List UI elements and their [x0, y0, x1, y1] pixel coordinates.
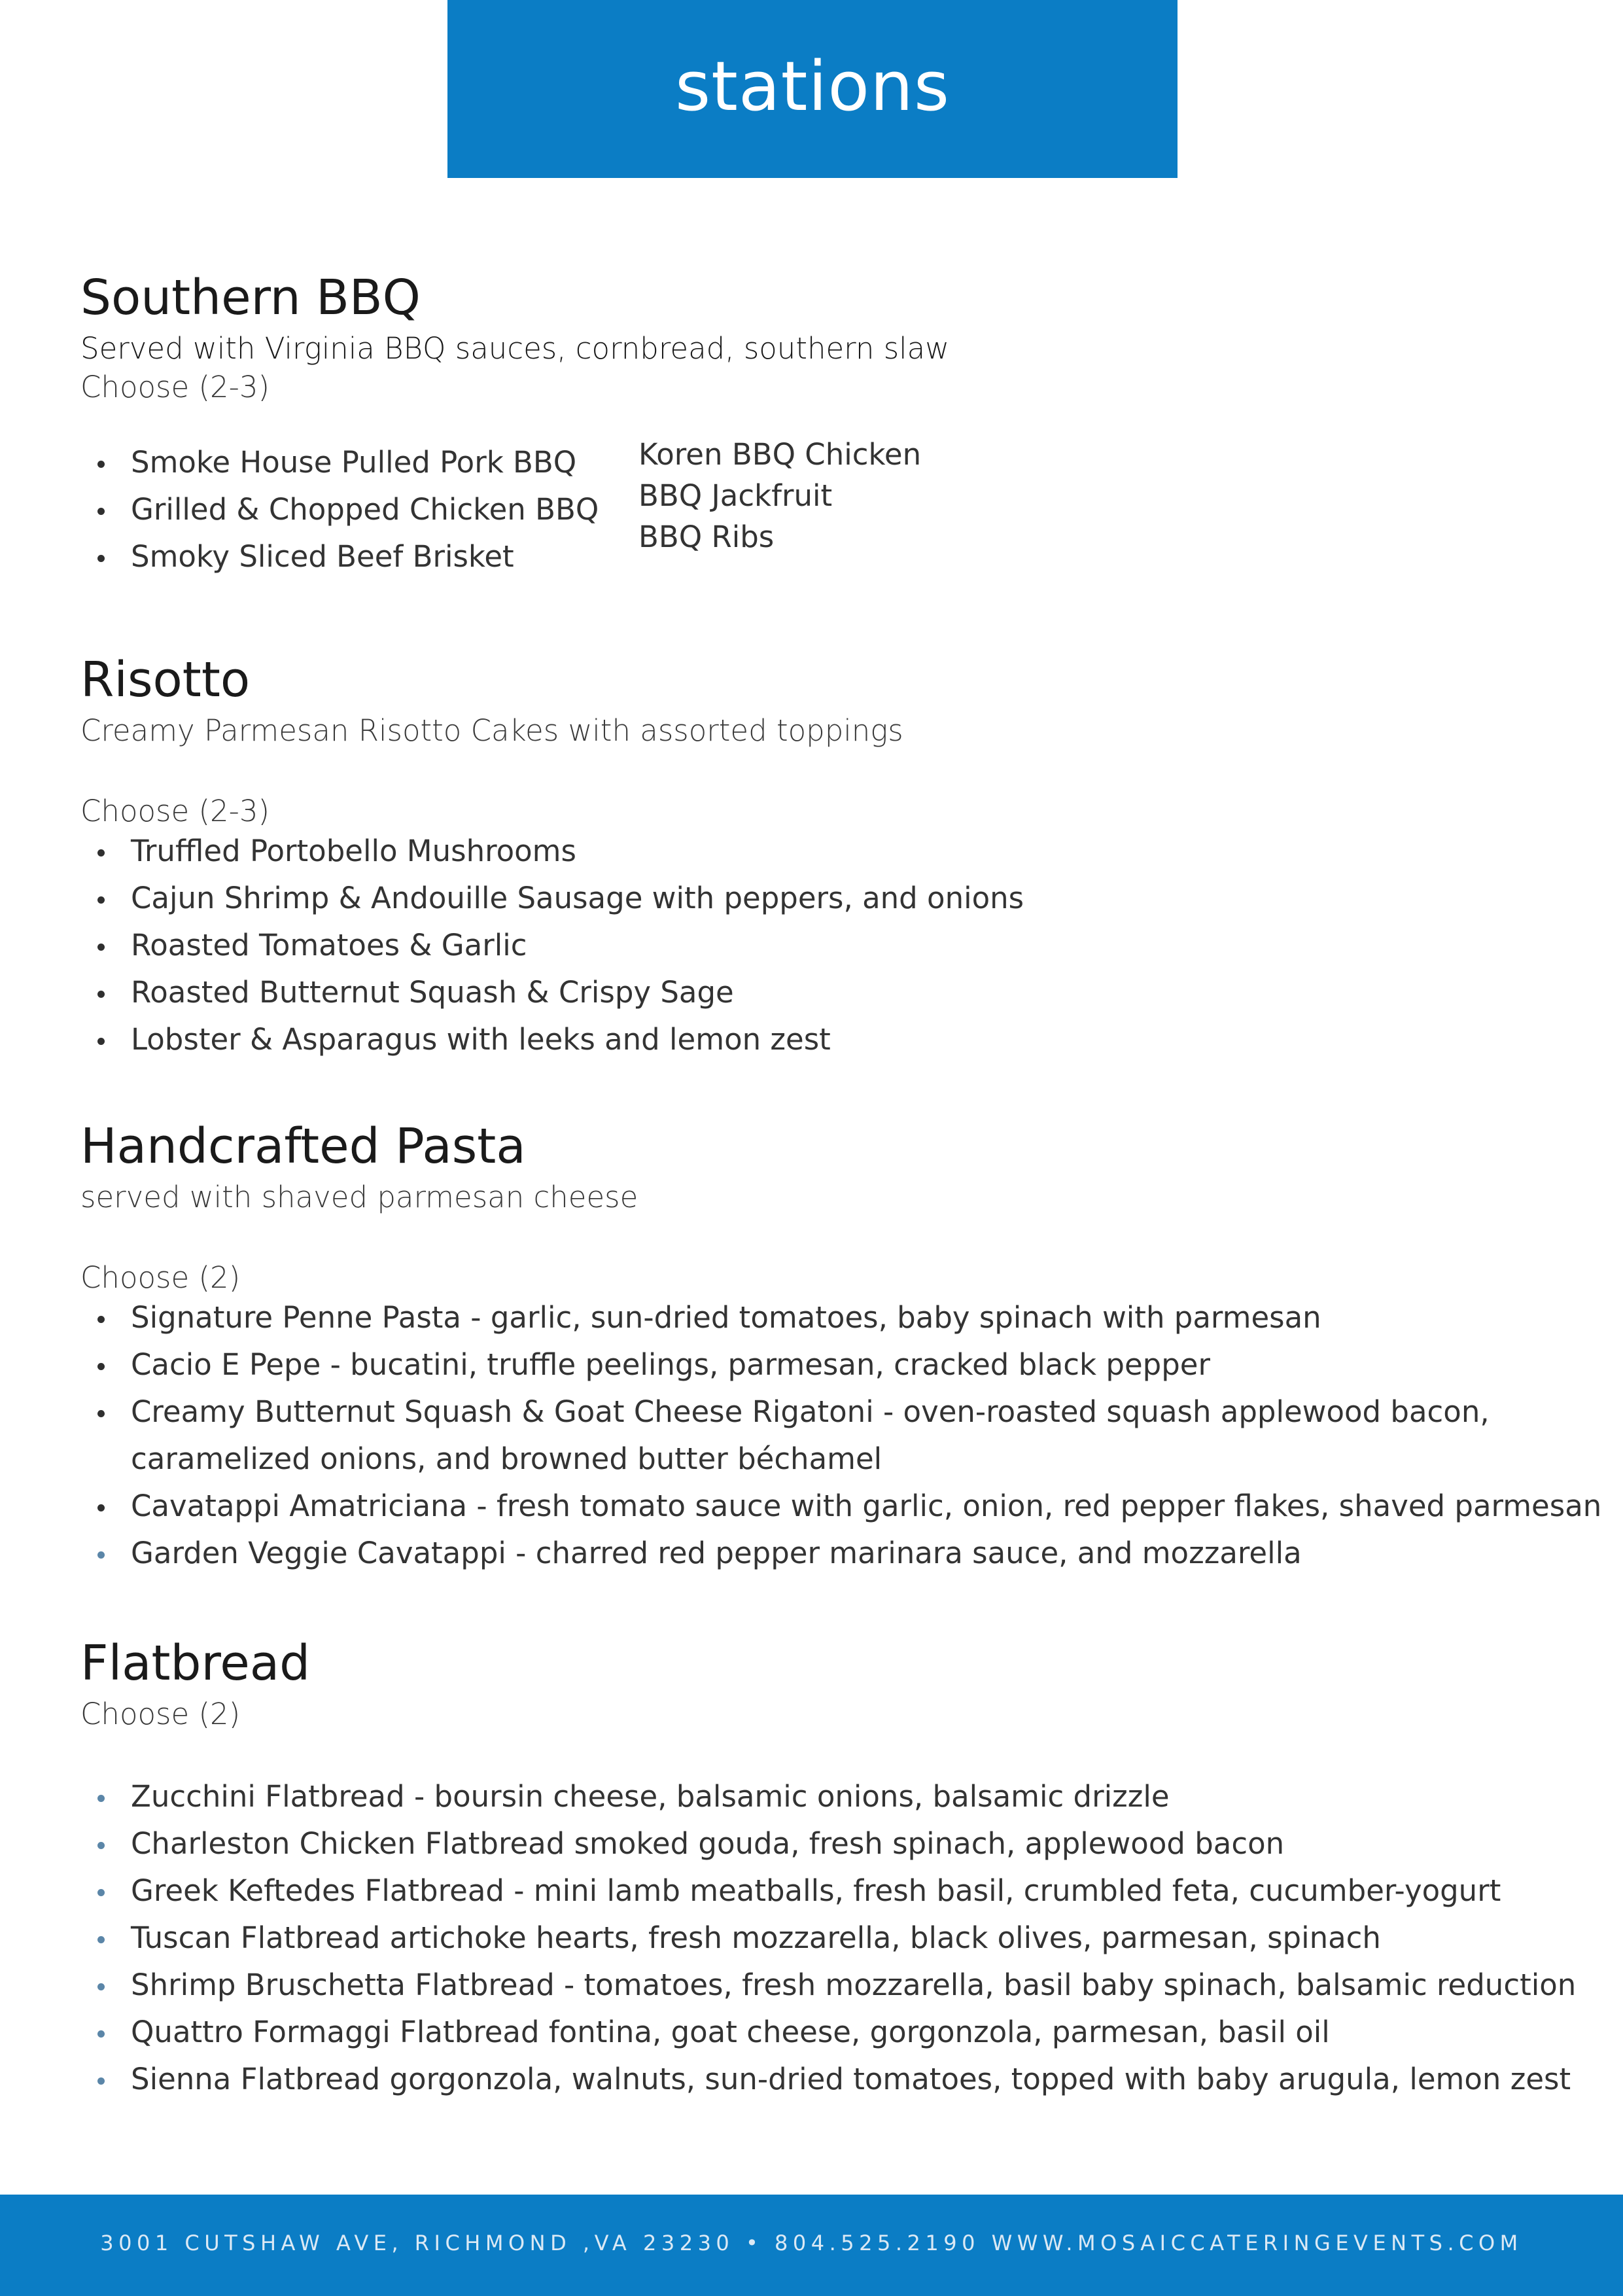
bbq-left-list [80, 439, 599, 580]
bullet-icon [97, 1936, 105, 1943]
section-title-bbq: Southern BBQ [80, 270, 421, 326]
bullet-icon [97, 1889, 105, 1896]
list-item: Smoke House Pulled Pork BBQ [80, 439, 599, 486]
pasta-list [80, 1294, 1602, 1577]
section-title-flatbread: Flatbread [80, 1635, 311, 1691]
bullet-icon [97, 1316, 105, 1323]
bullet-icon [97, 1038, 105, 1045]
bbq-subtitle: Served with Virginia BBQ sauces, cornbread, southern slaw [80, 331, 950, 366]
list-item: Greek Keftedes Flatbread - mini lamb meatballs, fresh basil, crumbled feta, cucumber-yogurt [80, 1867, 1585, 1915]
page-title: stations [674, 46, 951, 126]
list-item: Charleston Chicken Flatbread smoked gouda, fresh spinach, applewood bacon [80, 1820, 1585, 1867]
list-item: Lobster & Asparagus with leeks and lemon zest [80, 1016, 1585, 1063]
section-title-risotto: Risotto [80, 652, 251, 708]
bullet-icon [97, 461, 105, 468]
pasta-choose: Choose (2) [80, 1260, 241, 1295]
risotto-choose: Choose (2-3) [80, 793, 270, 828]
footer-bar [0, 2195, 1623, 2296]
bullet-icon [97, 1983, 105, 1990]
footer-contact-text: 3001 CUTSHAW AVE, RICHMOND ,VA 23230 • 804.525.2190 WWW.MOSAICCATERINGEVENTS.COM [100, 2230, 1523, 2255]
bullet-icon [97, 2077, 105, 2085]
section-title-pasta: Handcrafted Pasta [80, 1118, 526, 1174]
list-item: Quattro Formaggi Flatbread fontina, goat cheese, gorgonzola, parmesan, basil oil [80, 2009, 1585, 2056]
bullet-icon [97, 2030, 105, 2038]
list-item: Cavatappi Amatriciana - fresh tomato sauce with garlic, onion, red pepper flakes, shaved parmesan [80, 1483, 1585, 1530]
bullet-icon [97, 1363, 105, 1370]
bullet-icon [97, 849, 105, 857]
list-item: Cacio E Pepe - bucatini, truffle peelings, parmesan, cracked black pepper [80, 1341, 1585, 1388]
bullet-icon [97, 896, 105, 904]
bbq-choose: Choose (2-3) [80, 369, 270, 404]
list-item: Zucchini Flatbread - boursin cheese, balsamic onions, balsamic drizzle [80, 1773, 1585, 1820]
list-item: Garden Veggie Cavatappi - charred red pepper marinara sauce, and mozzarella [80, 1530, 1585, 1577]
list-item: Roasted Tomatoes & Garlic [80, 922, 1585, 969]
risotto-list [80, 828, 1585, 1063]
list-item: BBQ Jackfruit [638, 478, 833, 513]
bullet-icon [97, 508, 105, 515]
list-item: Grilled & Chopped Chicken BBQ [80, 486, 599, 533]
list-item: Cajun Shrimp & Andouille Sausage with peppers, and onions [80, 875, 1585, 922]
list-item: Truffled Portobello Mushrooms [80, 828, 1585, 875]
list-item: Roasted Butternut Squash & Crispy Sage [80, 969, 1585, 1016]
bullet-icon [97, 1410, 105, 1417]
list-item: Tuscan Flatbread artichoke hearts, fresh mozzarella, black olives, parmesan, spinach [80, 1915, 1585, 1962]
section-risotto [80, 652, 1585, 1063]
pasta-subtitle: served with shaved parmesan cheese [80, 1180, 638, 1214]
bbq-right-list [638, 434, 921, 557]
list-item: Smoky Sliced Beef Brisket [80, 533, 599, 580]
bullet-icon [97, 555, 105, 562]
section-flatbread [80, 1635, 1585, 2103]
bullet-icon [97, 1551, 105, 1559]
list-item: Sienna Flatbread gorgonzola, walnuts, sun-dried tomatoes, topped with baby arugula, lemon zest [80, 2056, 1585, 2103]
header-banner [447, 0, 1178, 178]
list-item: Creamy Butternut Squash & Goat Cheese Rigatoni - oven-roasted squash applewood bacon, caramelized onions, and browned butter béchamel [80, 1388, 1585, 1483]
flatbread-list [80, 1773, 1585, 2103]
list-item: BBQ Ribs [638, 520, 775, 554]
risotto-subtitle: Creamy Parmesan Risotto Cakes with assorted toppings [80, 713, 903, 748]
bullet-icon [97, 1795, 105, 1802]
bullet-icon [97, 1504, 105, 1511]
section-southern-bbq [80, 270, 1585, 583]
list-item: Signature Penne Pasta - garlic, sun-dried tomatoes, baby spinach with parmesan [80, 1294, 1585, 1341]
flatbread-choose: Choose (2) [80, 1697, 241, 1731]
section-handcrafted-pasta [80, 1118, 1602, 1577]
list-item: Koren BBQ Chicken [638, 437, 922, 472]
bullet-icon [97, 991, 105, 998]
bullet-icon [97, 944, 105, 951]
bullet-icon [97, 1842, 105, 1849]
list-item: Shrimp Bruschetta Flatbread - tomatoes, fresh mozzarella, basil baby spinach, balsamic reduction [80, 1962, 1585, 2009]
